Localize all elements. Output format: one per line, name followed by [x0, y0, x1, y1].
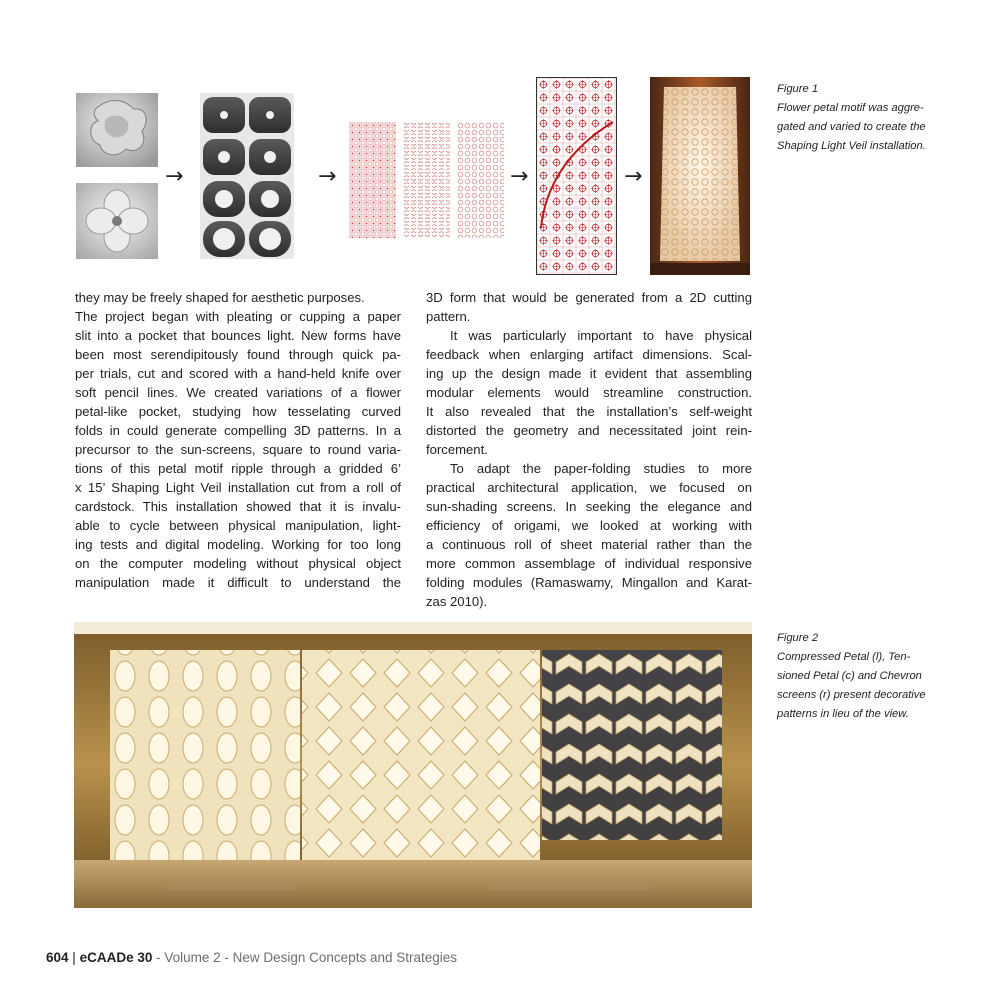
text-line: per trials, cut and scored with a hand-held knife over: [75, 366, 401, 381]
text-line: petal-like pocket, studying how tesselating curved: [75, 404, 401, 419]
text-line: able to cycle between physical manipulation, light-: [75, 518, 401, 533]
figure2-screens-photo: [74, 622, 752, 908]
text-line: x 15’ Shaping Light Veil installation cut from a roll of: [75, 480, 401, 495]
text-line: efficiency of origami, we looked at working with: [426, 518, 752, 533]
text-line: It also revealed that the installation’s self-weight: [426, 404, 752, 419]
arrow-icon: →: [165, 164, 184, 189]
figure1-cutting-pattern-1: [349, 122, 396, 238]
text-line: been most serendipitously found through quick pa-: [75, 347, 401, 362]
text-line: slit into a pocket that bounces light. New forms have: [75, 328, 401, 343]
text-line: precursor to the sun-screens, square to round varia-: [75, 442, 401, 457]
text-line: folding modules (Ramaswamy, Mingallon and Karat-: [426, 575, 752, 590]
body-right-column: [426, 288, 752, 611]
figure1-caption-label: Figure 1: [777, 83, 819, 95]
figure1-petal-array-photo: [200, 93, 294, 259]
text-line: more common assemblage of individual responsive: [426, 556, 752, 571]
page-number: 604: [46, 950, 69, 965]
footer-volume-title: - Volume 2 - New Design Concepts and Strategies: [152, 950, 458, 965]
text-line: practical architectural application, we focused on: [426, 480, 752, 495]
caption-line: Flower petal motif was aggre-: [777, 102, 924, 114]
text-line: It was particularly important to have physical: [450, 328, 752, 343]
text-line: sun-shading screens. In seeking the elegance and: [426, 499, 752, 514]
text-line: To adapt the paper-folding studies to more: [450, 461, 752, 476]
arrow-icon: →: [624, 164, 643, 189]
text-line: tions of this petal motif ripple through a gridded 6’: [75, 461, 401, 476]
figure1-cutting-pattern-2: [403, 122, 450, 238]
caption-line: Compressed Petal (l), Ten-: [777, 651, 911, 663]
text-line: pattern.: [426, 309, 471, 324]
text-line: cardstock. This installation showed that it is invalu-: [75, 499, 401, 514]
text-line: they may be freely shaped for aesthetic purposes.: [75, 290, 365, 305]
caption-line: patterns in lieu of the view.: [777, 708, 909, 720]
footer-separator: |: [72, 950, 76, 965]
text-line: distorted the geometry and necessitated joint rein-: [426, 423, 752, 438]
figure1-cutting-pattern-3: [457, 122, 504, 238]
text-line: ing tests and digital modeling. Working for too long: [75, 537, 401, 552]
text-line: folds in could generate compelling 3D patterns. In a: [75, 423, 401, 438]
conference-name: eCAADe 30: [79, 950, 153, 965]
figure1-model-photo-2: [76, 183, 158, 259]
text-line: a continuous roll of sheet material rather than the: [426, 537, 752, 552]
caption-line: Shaping Light Veil installation.: [777, 140, 926, 152]
text-line: feedback when enlarging artifact dimensions. Scal-: [426, 347, 752, 362]
figure1-model-photo-1: [76, 93, 158, 167]
text-line: forcement.: [426, 442, 488, 457]
figure1-veil-installation-photo: [650, 77, 750, 275]
figure1-caption: [777, 80, 947, 156]
text-line: zas 2010).: [426, 594, 488, 609]
figure1-pattern-drawing: [536, 77, 617, 275]
body-left-column: [75, 288, 401, 592]
text-line: on the computer modeling without physical object: [75, 556, 401, 571]
text-line: The project began with pleating or cupping a paper: [75, 309, 401, 324]
text-line: ing up the design made it evident that assembling: [426, 366, 752, 381]
figure2-caption-label: Figure 2: [777, 632, 819, 644]
page-footer: [46, 950, 457, 965]
caption-line: gated and varied to create the: [777, 121, 926, 133]
text-line: 3D form that would be generated from a 2D cutting: [426, 290, 752, 305]
caption-line: sioned Petal (c) and Chevron: [777, 670, 922, 682]
text-line: modular elements would streamline construction.: [426, 385, 752, 400]
arrow-icon: →: [510, 164, 529, 189]
figure2-caption: [777, 629, 947, 724]
arrow-icon: →: [318, 164, 337, 189]
caption-line: screens (r) present decorative: [777, 689, 926, 701]
text-line: manipulation made it difficult to understand the: [75, 575, 401, 590]
text-line: soft pencil lines. We created variations of a flower: [75, 385, 401, 400]
